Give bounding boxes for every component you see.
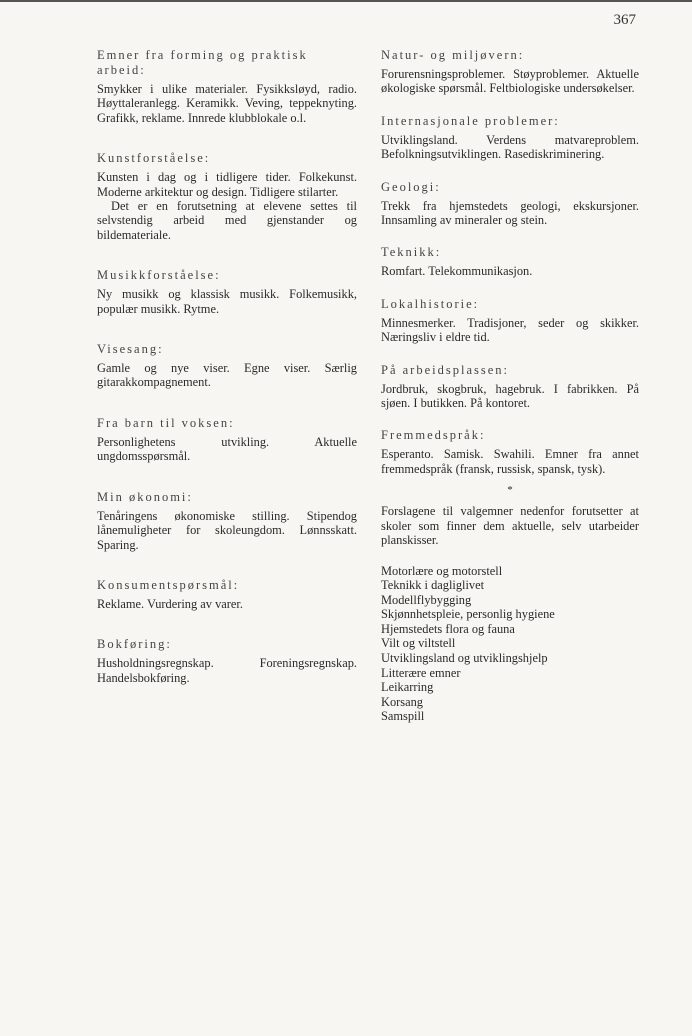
list-item: Leikarring bbox=[381, 680, 434, 695]
section-heading: Min økonomi: bbox=[97, 489, 193, 504]
left-column bbox=[97, 48, 357, 685]
section-text: Utviklingsland. Verdens matvareproblem. Befolkningsutviklingen. Rasediskriminering. bbox=[381, 132, 639, 162]
section-heading: Emner fra forming og praktisk arbeid: bbox=[97, 48, 308, 77]
section-fra-barn-til-voksen bbox=[97, 416, 357, 464]
section-heading: Kunstforståelse: bbox=[97, 151, 211, 166]
list-item: Teknikk i dagliglivet bbox=[381, 578, 485, 593]
list-item: Litterære emner bbox=[381, 665, 461, 680]
section-internasjonale-problemer bbox=[381, 114, 639, 162]
section-forming bbox=[97, 48, 357, 125]
list-item: Motorlære og motorstell bbox=[381, 563, 503, 578]
section-lokalhistorie bbox=[381, 297, 639, 345]
section-text: Reklame. Vurdering av varer. bbox=[97, 596, 243, 611]
section-text: Gamle og nye viser. Egne viser. Særlig gitarakkompagnement. bbox=[97, 361, 357, 390]
section-fremmedspraak bbox=[381, 428, 639, 476]
section-text: Jordbruk, skogbruk, hagebruk. I fabrikken. På sjøen. I butikken. På kontoret. bbox=[381, 381, 639, 411]
section-teknikk bbox=[381, 245, 639, 278]
page-number: 367 bbox=[613, 12, 636, 28]
section-heading: Fremmedspråk: bbox=[381, 428, 486, 443]
list-item: Korsang bbox=[381, 694, 423, 709]
section-text: Kunsten i dag og i tidligere tider. Folkekunst. Moderne arkitektur og design. Tidligere stilarter. bbox=[97, 170, 357, 199]
section-heading: Lokalhistorie: bbox=[381, 296, 480, 311]
section-text: Ny musikk og klassisk musikk. Folkemusikk, populær musikk. Rytme. bbox=[97, 287, 357, 316]
intro-text: Forslagene til valgemner nedenfor forutsetter at skoler som finner dem aktuelle, selv utarbeider planskisser. bbox=[381, 504, 639, 548]
section-text: Trekk fra hjemstedets geologi, ekskursjoner. Innsamling av mineraler og stein. bbox=[381, 198, 639, 228]
right-column bbox=[381, 48, 639, 724]
section-text: Romfart. Telekommunikasjon. bbox=[381, 264, 533, 279]
section-text: Smykker i ulike materialer. Fysikksløyd, radio. Høyttaleranlegg. Keramikk. Veving, teppeknyting. Grafikk, reklame. Innrede klubblokale o.l. bbox=[97, 82, 357, 125]
section-heading: Natur- og miljøvern: bbox=[381, 48, 525, 62]
section-konsumentsporsmaal bbox=[97, 578, 357, 611]
section-natur-og-miljovern bbox=[381, 48, 639, 96]
section-text: Minnesmerker. Tradisjoner, seder og skikker. Næringsliv i eldre tid. bbox=[381, 315, 639, 345]
list-item: Modellflybygging bbox=[381, 592, 472, 607]
section-text: Personlighetens utvikling. Aktuelle ungdomsspørsmål. bbox=[97, 434, 357, 464]
section-heading: Fra barn til voksen: bbox=[97, 415, 235, 430]
section-text: Husholdningsregnskap. Foreningsregnskap. Handelsbokføring. bbox=[97, 656, 357, 685]
elective-list bbox=[381, 564, 639, 725]
section-heading: Internasjonale problemer: bbox=[381, 113, 560, 128]
list-item: Utviklingsland og utviklingshjelp bbox=[381, 651, 548, 666]
list-item: Skjønnhetspleie, personlig hygiene bbox=[381, 607, 555, 622]
section-paa-arbeidsplassen bbox=[381, 363, 639, 411]
top-rule bbox=[0, 0, 692, 2]
separator-asterisk: * bbox=[507, 484, 513, 497]
section-heading: Musikkforståelse: bbox=[97, 268, 221, 283]
section-heading: På arbeidsplassen: bbox=[381, 362, 509, 377]
list-item: Samspill bbox=[381, 709, 425, 724]
section-text: Esperanto. Samisk. Swahili. Emner fra annet fremmedspråk (fransk, russisk, spansk, tysk). bbox=[381, 447, 639, 476]
section-heading: Geologi: bbox=[381, 179, 441, 194]
section-geologi bbox=[381, 180, 639, 228]
section-text: Tenåringens økonomiske stilling. Stipendog lånemuligheter for skoleungdom. Lønnsskatt. Sparing. bbox=[97, 508, 357, 552]
section-visesang bbox=[97, 342, 357, 390]
section-kunstforstaaelse bbox=[97, 151, 357, 242]
section-musikkforstaaelse bbox=[97, 268, 357, 316]
section-min-okonomi bbox=[97, 490, 357, 552]
list-item: Hjemstedets flora og fauna bbox=[381, 621, 515, 636]
section-heading: Visesang: bbox=[97, 342, 164, 357]
list-item: Vilt og viltstell bbox=[381, 636, 456, 651]
section-bokforing bbox=[97, 637, 357, 685]
section-text: Forurensningsproblemer. Støyproblemer. Aktuelle økologiske spørsmål. Feltbiologiske undersøkelser. bbox=[381, 67, 639, 96]
section-heading: Konsumentspørsmål: bbox=[97, 577, 240, 592]
section-heading: Bokføring: bbox=[97, 637, 172, 652]
section-heading: Teknikk: bbox=[381, 245, 442, 260]
section-text: Det er en forutsetning at elevene settes til selvstendig arbeid med gjenstander og bildemateriale. bbox=[97, 199, 357, 242]
